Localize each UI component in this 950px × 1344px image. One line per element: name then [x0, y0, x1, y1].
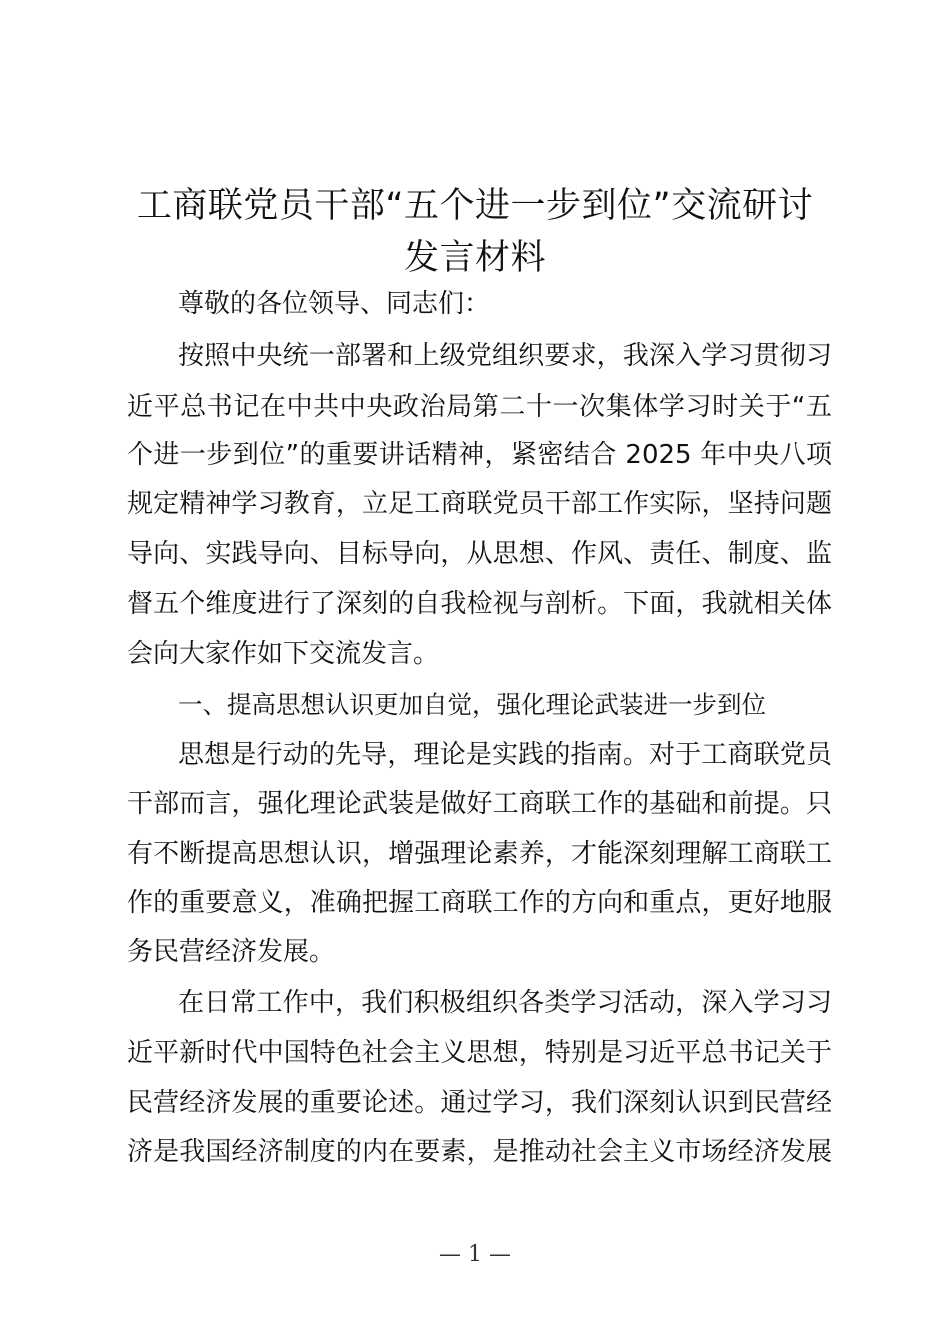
paragraph-3-line: 济是我国经济制度的内在要素，是推动社会主义市场经济发展 [127, 1137, 832, 1167]
paragraph-3-line: 近平新时代中国特色社会主义思想，特别是习近平总书记关于 [127, 1038, 832, 1068]
paragraph-1-line: 个进一步到位”的重要讲话精神，紧密结合 2025 年中央八项 [127, 440, 832, 470]
paragraph-1-line: 导向、实践导向、目标导向，从思想、作风、责任、制度、监 [127, 539, 832, 569]
document-title-line-1: 工商联党员干部“五个进一步到位”交流研讨 [136, 186, 814, 226]
greeting: 尊敬的各位领导、同志们： [178, 289, 491, 319]
paragraph-2-line: 干部而言，强化理论武装是做好工商联工作的基础和前提。只 [127, 789, 832, 819]
paragraph-2-line: 有不断提高思想认识，增强理论素养，才能深刻理解工商联工 [127, 839, 832, 869]
paragraph-2-line: 作的重要意义，准确把握工商联工作的方向和重点，更好地服 [127, 888, 832, 918]
document-title-line-2: 发言材料 [403, 238, 546, 278]
paragraph-1-line: 按照中央统一部署和上级党组织要求，我深入学习贯彻习 [178, 341, 832, 371]
paragraph-2-line: 务民营经济发展。 [127, 937, 336, 967]
paragraph-3-line: 在日常工作中，我们积极组织各类学习活动，深入学习习 [178, 988, 832, 1018]
paragraph-1-line: 近平总书记在中共中央政治局第二十一次集体学习时关于“五 [127, 392, 832, 422]
paragraph-1-line: 规定精神学习教育，立足工商联党员干部工作实际，坚持问题 [127, 489, 832, 519]
paragraph-1-line: 会向大家作如下交流发言。 [127, 639, 440, 669]
paragraph-1-line: 督五个维度进行了深刻的自我检视与剖析。下面，我就相关体 [127, 589, 832, 619]
section-1-heading: 一、提高思想认识更加自觉，强化理论武装进一步到位 [178, 690, 766, 719]
paragraph-2-line: 思想是行动的先导，理论是实践的指南。对于工商联党员 [178, 740, 832, 770]
paragraph-3-line: 民营经济发展的重要论述。通过学习，我们深刻认识到民营经 [127, 1088, 832, 1118]
page-number: — 1 — [439, 1242, 511, 1267]
